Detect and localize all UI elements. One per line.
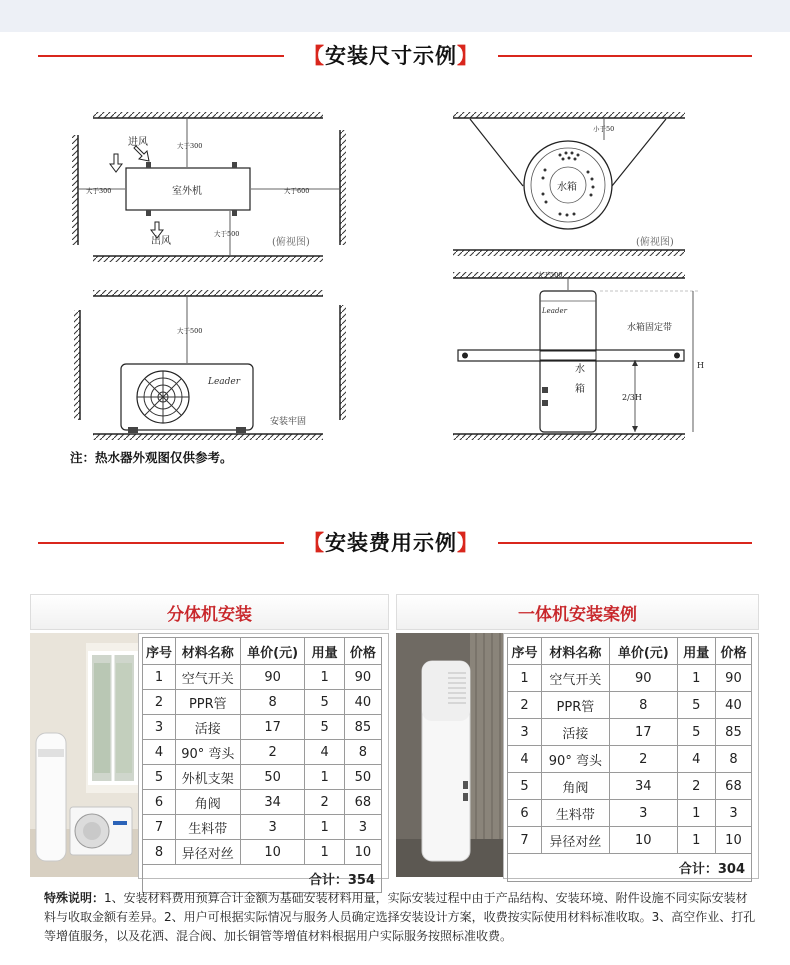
table-cell: 17 bbox=[609, 719, 677, 746]
section-title-size: 【 安装尺寸示例 】 bbox=[284, 37, 498, 73]
table-cell: 角阀 bbox=[541, 773, 609, 800]
table-row bbox=[508, 692, 752, 719]
table-cell: 5 bbox=[677, 692, 715, 719]
appearance-note: 注：热水器外观图仅供参考。 bbox=[70, 450, 233, 465]
table-cell: 7 bbox=[508, 827, 542, 854]
tank-label: 水 bbox=[575, 364, 585, 375]
dim-label: 大于500 bbox=[537, 271, 563, 279]
table-cell: 34 bbox=[609, 773, 677, 800]
table-cell: 17 bbox=[240, 715, 305, 740]
col-header: 序号 bbox=[143, 638, 176, 665]
table-row bbox=[143, 740, 382, 765]
dim-label: 大于600 bbox=[284, 187, 310, 195]
table-cell: 3 bbox=[344, 815, 381, 840]
col-header: 用量 bbox=[305, 638, 344, 665]
integrated-total: 合计：304 bbox=[508, 854, 752, 882]
table-cell: 4 bbox=[143, 740, 176, 765]
dim-label: 大于300 bbox=[177, 142, 203, 150]
table-cell: 50 bbox=[240, 765, 305, 790]
table-cell: 生料带 bbox=[175, 815, 240, 840]
table-row bbox=[508, 827, 752, 854]
col-header: 序号 bbox=[508, 638, 542, 665]
tank-label: 箱 bbox=[575, 384, 585, 395]
table-cell: 角阀 bbox=[175, 790, 240, 815]
split-unit-photo bbox=[30, 633, 138, 877]
table-total-row bbox=[508, 854, 752, 882]
table-row bbox=[143, 690, 382, 715]
table-cell: 1 bbox=[677, 800, 715, 827]
table-row bbox=[508, 719, 752, 746]
table-cell: 2 bbox=[677, 773, 715, 800]
table-cell: 空气开关 bbox=[175, 665, 240, 690]
col-header: 价格 bbox=[715, 638, 751, 665]
strap-label: 水箱固定带 bbox=[627, 323, 673, 333]
top-view-label: (俯视图) bbox=[272, 237, 310, 248]
special-notes-label: 特殊说明： bbox=[44, 891, 105, 905]
table-cell: 50 bbox=[344, 765, 381, 790]
tank-label: 水箱 bbox=[557, 182, 577, 193]
table-cell: 10 bbox=[609, 827, 677, 854]
table-cell: 2 bbox=[143, 690, 176, 715]
table-cell: 85 bbox=[344, 715, 381, 740]
table-cell: 1 bbox=[508, 665, 542, 692]
table-cell: 异径对丝 bbox=[175, 840, 240, 865]
table-row bbox=[508, 746, 752, 773]
table-cell: 4 bbox=[508, 746, 542, 773]
table-cell: 8 bbox=[143, 840, 176, 865]
integrated-material-table bbox=[507, 637, 752, 882]
table-row bbox=[143, 765, 382, 790]
table-cell: 1 bbox=[143, 665, 176, 690]
table-cell: 生料带 bbox=[541, 800, 609, 827]
diagram-split-side-view bbox=[74, 290, 346, 440]
table-cell: 5 bbox=[305, 715, 344, 740]
table-cell: 8 bbox=[344, 740, 381, 765]
diagram-split-top-view bbox=[72, 112, 346, 262]
table-cell: 90 bbox=[715, 665, 751, 692]
table-cell: 6 bbox=[143, 790, 176, 815]
table-cell: 3 bbox=[508, 719, 542, 746]
col-header: 单价(元) bbox=[240, 638, 305, 665]
table-cell: 8 bbox=[715, 746, 751, 773]
table-cell: 90 bbox=[609, 665, 677, 692]
install-size-diagrams bbox=[0, 0, 790, 450]
top-view-label: (俯视图) bbox=[636, 237, 674, 248]
table-cell: 1 bbox=[305, 840, 344, 865]
table-cell: 40 bbox=[715, 692, 751, 719]
table-row bbox=[143, 840, 382, 865]
table-row bbox=[143, 790, 382, 815]
table-row bbox=[508, 665, 752, 692]
table-cell: 40 bbox=[344, 690, 381, 715]
table-cell: 1 bbox=[305, 815, 344, 840]
outlet-label: 出风 bbox=[151, 236, 171, 247]
table-cell: 活接 bbox=[175, 715, 240, 740]
table-cell: 6 bbox=[508, 800, 542, 827]
dim-label: 大于500 bbox=[177, 327, 203, 335]
h-label: H bbox=[697, 361, 704, 370]
dim-label: 大于500 bbox=[214, 230, 240, 238]
dim-label: 小于50 bbox=[593, 125, 615, 133]
table-row bbox=[143, 815, 382, 840]
table-cell: 2 bbox=[609, 746, 677, 773]
table-cell: 5 bbox=[508, 773, 542, 800]
table-cell: 异径对丝 bbox=[541, 827, 609, 854]
table-row bbox=[508, 773, 752, 800]
table-cell: 3 bbox=[143, 715, 176, 740]
split-material-table bbox=[142, 637, 382, 893]
table-row bbox=[143, 715, 382, 740]
table-cell: 3 bbox=[609, 800, 677, 827]
brand-logo: Leader bbox=[208, 377, 241, 387]
h23-label: 2/3H bbox=[622, 393, 642, 402]
special-notes bbox=[44, 889, 756, 946]
table-cell: 5 bbox=[305, 690, 344, 715]
table-cell: 外机支架 bbox=[175, 765, 240, 790]
table-cell: 5 bbox=[677, 719, 715, 746]
table-cell: 空气开关 bbox=[541, 665, 609, 692]
table-cell: 2 bbox=[508, 692, 542, 719]
table-cell: PPR管 bbox=[541, 692, 609, 719]
table-row bbox=[143, 665, 382, 690]
table-cell: 90° 弯头 bbox=[175, 740, 240, 765]
integrated-unit-photo bbox=[396, 633, 503, 877]
table-cell: 85 bbox=[715, 719, 751, 746]
table-header-row bbox=[508, 638, 752, 665]
table-cell: 8 bbox=[609, 692, 677, 719]
col-header: 用量 bbox=[677, 638, 715, 665]
table-cell: 1 bbox=[677, 827, 715, 854]
table-cell: 2 bbox=[305, 790, 344, 815]
diagram-integrated-side-view bbox=[453, 270, 704, 440]
table-cell: 10 bbox=[715, 827, 751, 854]
secure-caption: 安装牢固 bbox=[270, 417, 307, 427]
special-notes-text: 1、安装材料费用预算合计金额为基础安装材料用量，实际安装过程中由于产品结构、安装环境、附件设施不同实际安装材料与收取金额有差异。2、用户可根据实际情况与服务人员确定选择安装设计方案，收费按实际使用材料标准收取。3、高空作业、打孔等增值服务，以及花洒、混合阀、加长铜管等增值材料根据用户实际服务按照标准收费。 bbox=[44, 891, 756, 943]
col-header: 价格 bbox=[344, 638, 381, 665]
table-cell: 活接 bbox=[541, 719, 609, 746]
table-cell: 4 bbox=[677, 746, 715, 773]
split-panel-title: 分体机安装 bbox=[30, 594, 389, 630]
integrated-panel-title: 一体机安装案例 bbox=[396, 594, 759, 630]
table-cell: 68 bbox=[344, 790, 381, 815]
table-cell: 10 bbox=[240, 840, 305, 865]
inlet-label: 进风 bbox=[128, 137, 148, 148]
table-cell: PPR管 bbox=[175, 690, 240, 715]
table-cell: 68 bbox=[715, 773, 751, 800]
dim-label: 大于300 bbox=[86, 187, 112, 195]
table-cell: 90 bbox=[344, 665, 381, 690]
table-cell: 1 bbox=[677, 665, 715, 692]
table-cell: 3 bbox=[715, 800, 751, 827]
table-row bbox=[508, 800, 752, 827]
table-cell: 3 bbox=[240, 815, 305, 840]
table-header-row bbox=[143, 638, 382, 665]
table-cell: 4 bbox=[305, 740, 344, 765]
section-title-cost: 【 安装费用示例 】 bbox=[284, 524, 498, 560]
split-total: 合计：354 bbox=[143, 865, 382, 893]
table-cell: 10 bbox=[344, 840, 381, 865]
col-header: 材料名称 bbox=[541, 638, 609, 665]
table-cell: 1 bbox=[305, 765, 344, 790]
brand-logo: Leader bbox=[542, 307, 567, 315]
diagram-integrated-top-view bbox=[453, 112, 685, 256]
table-cell: 2 bbox=[240, 740, 305, 765]
table-cell: 34 bbox=[240, 790, 305, 815]
unit-label: 室外机 bbox=[172, 186, 202, 197]
col-header: 单价(元) bbox=[609, 638, 677, 665]
table-cell: 8 bbox=[240, 690, 305, 715]
table-cell: 7 bbox=[143, 815, 176, 840]
table-cell: 90 bbox=[240, 665, 305, 690]
table-cell: 90° 弯头 bbox=[541, 746, 609, 773]
table-cell: 1 bbox=[305, 665, 344, 690]
col-header: 材料名称 bbox=[175, 638, 240, 665]
table-cell: 5 bbox=[143, 765, 176, 790]
